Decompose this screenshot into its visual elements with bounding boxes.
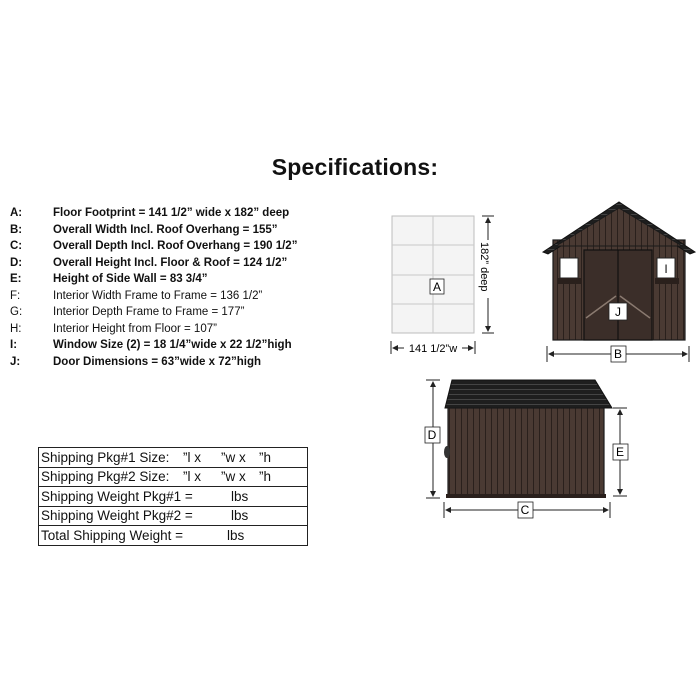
weight-unit: lbs <box>227 527 245 543</box>
spec-key: B: <box>10 223 23 236</box>
spec-text: Overall Height Incl. Floor & Roof = 124 1/2” <box>53 256 288 269</box>
dimension-label-e: E <box>615 445 625 459</box>
spec-key: J: <box>10 355 21 368</box>
window-label-i: I <box>664 262 668 276</box>
door-label-j: J <box>615 305 621 319</box>
dimension-label-d: D <box>427 428 437 442</box>
spec-text: Interior Depth Frame to Frame = 177” <box>53 306 245 319</box>
floor-plan <box>391 216 496 355</box>
spec-text: Overall Width Incl. Roof Overhang = 155” <box>53 223 278 236</box>
spec-text: Door Dimensions = 63”wide x 72”high <box>53 355 262 368</box>
spec-text: Height of Side Wall = 83 3/4” <box>53 273 208 286</box>
shipping-total-label: Total Shipping Weight = <box>41 527 183 543</box>
spec-key: I: <box>10 339 18 352</box>
width-label: 141 1/2”w <box>408 343 458 355</box>
height-unit: ”h <box>259 449 272 465</box>
dimension-label-c: C <box>520 503 530 517</box>
spec-text: Window Size (2) = 18 1/4”wide x 22 1/2”high <box>53 339 292 352</box>
floor-label-a: A <box>432 280 442 294</box>
spec-text: Interior Height from Floor = 107” <box>53 322 217 335</box>
front-view <box>543 202 695 362</box>
spec-key: A: <box>10 207 23 220</box>
side-view <box>425 380 628 518</box>
width-unit: ”w x <box>221 469 246 485</box>
spec-key: D: <box>10 256 23 269</box>
shipping-pkg2-label: Shipping Pkg#2 Size: <box>41 469 170 485</box>
shipping-weight1-label: Shipping Weight Pkg#1 = <box>41 488 193 504</box>
width-unit: ”w x <box>221 449 246 465</box>
spec-key: H: <box>10 322 22 335</box>
spec-text: Floor Footprint = 141 1/2” wide x 182” deep <box>53 207 290 220</box>
page-title: Specifications: <box>271 154 439 180</box>
spec-text: Overall Depth Incl. Roof Overhang = 190 1/2” <box>53 240 298 253</box>
dimension-label-b: B <box>613 347 623 361</box>
shipping-weight2-label: Shipping Weight Pkg#2 = <box>41 508 193 524</box>
weight-unit: lbs <box>231 488 249 504</box>
spec-key: G: <box>10 306 23 319</box>
depth-label: 182” deep <box>478 242 490 292</box>
spec-key: C: <box>10 240 23 253</box>
shipping-pkg1-label: Shipping Pkg#1 Size: <box>41 449 170 465</box>
spec-key: F: <box>10 289 21 302</box>
height-unit: ”h <box>259 469 272 485</box>
spec-text: Interior Width Frame to Frame = 136 1/2” <box>53 289 263 302</box>
spec-key: E: <box>10 273 22 286</box>
length-unit: ”l x <box>183 449 201 465</box>
length-unit: ”l x <box>183 469 201 485</box>
weight-unit: lbs <box>231 508 249 524</box>
